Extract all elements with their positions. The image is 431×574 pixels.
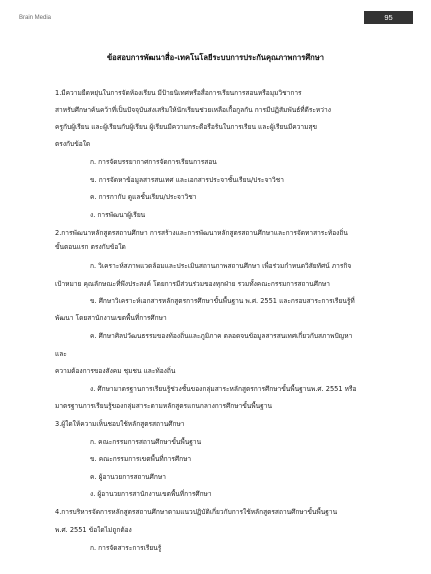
question-2-option-a-line-1: ก. วิเคราะห์สภาพแวดล้อมและประเมินสถานภาพสถานศึกษา เพื่อร่วมกำหนดวิสัยทัศน์ ภารกิจ [90, 262, 352, 270]
publisher-header: Brain Media [19, 15, 52, 21]
question-1-text-line-4: ตรงกับข้อใด [55, 140, 91, 148]
page-title: ข้อสอบการพัฒนาสื่อ-เทคโนโลยีระบบการประกันคุณภาพการศึกษา [106, 53, 325, 62]
question-4-text-line-2: พ.ศ. 2551 ข้อใดไม่ถูกต้อง [55, 526, 132, 534]
question-3-option-b: ข. คณะกรรมการเขตพื้นที่การศึกษา [90, 455, 192, 463]
question-2-option-d-line-1: ง. ศึกษามาตรฐานการเรียนรู้ช่วงชั้นของกลุ่มสาระหลักสูตรการศึกษาขั้นพื้นฐานพ.ศ. 2551 หรือ [90, 385, 357, 393]
question-1-text-line-1: 1.มีความยืดหยุ่นในการจัดห้องเรียน มีป้ายนิเทศหรือสื่อการเรียนการสอนหรือมุมวิชาการ [55, 89, 302, 97]
question-4-text-line-1: 4.การบริหารจัดการหลักสูตรสถานศึกษาตามแนวปฏิบัติเกี่ยวกับการใช้หลักสูตรสถานศึกษาขั้นพื้นฐาน [55, 508, 338, 516]
question-2-option-c-line-1: ค. ศึกษาศิลปวัฒนธรรมของท้องถิ่นและภูมิภาค ตลอดจนข้อมูลสารสนเทศเกี่ยวกับสภาพปัญหา [90, 332, 353, 340]
question-1-text-line-3: ครูกับผู้เรียน และผู้เรียนกับผู้เรียน ผู้เรียนมีความกระตือรือร้นในการเรียน และผู้เรียนมีความสุข [55, 123, 317, 131]
question-2-option-c-line-3: ความต้องการของสังคม ชุมชน และท้องถิ่น [55, 367, 176, 375]
question-2-text-line-2: ขั้นตอนแรก ตรงกับข้อใด [55, 243, 126, 251]
question-1-text-line-2: สาหรับศึกษาค้นคว้าที่เป็นปัจจุบันส่งเสริมให้นักเรียนช่วยเหลือเกื้อกูลกัน การมีปฏิสัมพันธ์ที่ดีระหว่าง [55, 106, 331, 114]
question-2-option-b-line-1: ข. ศึกษาวิเคราะห์เอกสารหลักสูตรการศึกษาขั้นพื้นฐาน พ.ศ. 2551 และกรอบสาระการเรียนรู้ที่ [90, 297, 355, 305]
question-4-option-a: ก. การจัดสาระการเรียนรู้ [90, 544, 162, 552]
question-2-option-b-line-2: พัฒนา โดยสานักงานเขตพื้นที่การศึกษา [55, 314, 167, 322]
question-3-text: 3.ผู้ใดให้ความเห็นชอบใช้หลักสูตรสถานศึกษา [55, 420, 185, 428]
question-1-option-d: ง. การพัฒนาผู้เรียน [90, 211, 146, 219]
question-1-option-b: ข. การจัดหาข้อมูลสารสนเทศ และเอกสารประจาชั้นเรียน/ประจาวิชา [90, 176, 284, 184]
question-2-option-c-line-2: และ [55, 350, 67, 358]
question-3-option-a: ก. คณะกรรมการสถานศึกษาขั้นพื้นฐาน [90, 438, 202, 446]
question-2-text-line-1: 2.การพัฒนาหลักสูตรสถานศึกษา การสร้างและการพัฒนาหลักสูตรสถานศึกษาและการจัดทาสาระท้องถิ่น [55, 229, 348, 237]
question-2-option-d-line-2: มาตรฐานการเรียนรู้ของกลุ่มสาระตามหลักสูตรแกนกลางการศึกษาขั้นพื้นฐาน [55, 402, 272, 410]
question-3-option-c: ค. ผู้อานวยการสถานศึกษา [90, 473, 166, 481]
question-3-option-d: ง. ผู้อานวยการสานักงานเขตพื้นที่การศึกษา [90, 490, 212, 498]
question-1-option-c: ค. การกากับ ดูแลชั้นเรียน/ประจาวิชา [90, 193, 197, 201]
question-2-option-a-line-2: เป้าหมาย คุณลักษณะที่พึงประสงค์ โดยการมีส่วนร่วมของทุกฝ่าย รวมทั้งคณะกรรมการสถานศึกษา [55, 280, 330, 288]
page-number-badge: 95 [364, 11, 413, 24]
question-1-option-a: ก. การจัดบรรยากาศการจัดการเรียนการสอน [90, 158, 217, 166]
